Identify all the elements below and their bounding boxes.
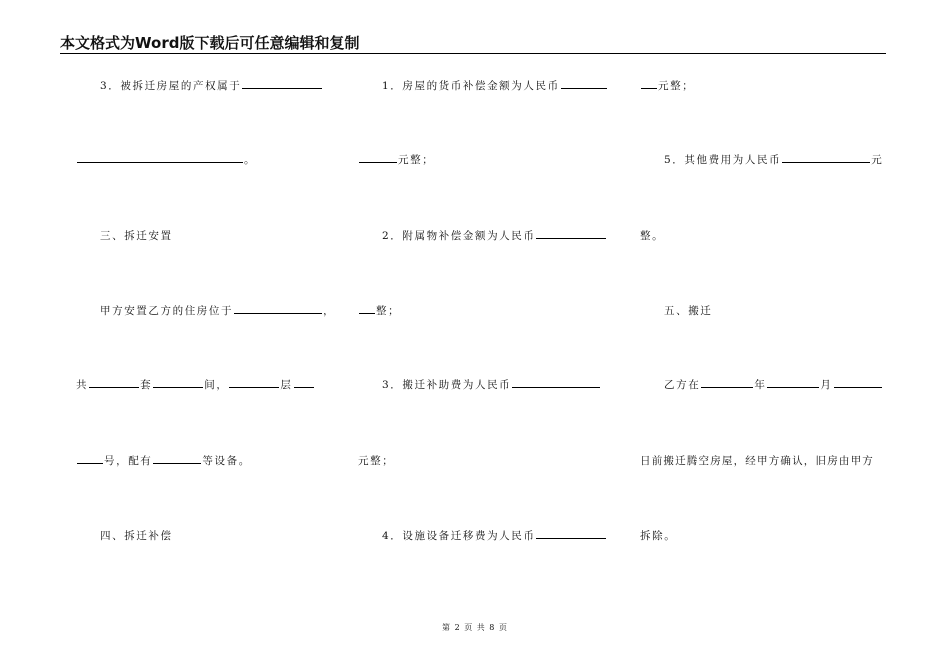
- text: 元整；: [398, 154, 435, 166]
- blank-line: [767, 378, 819, 388]
- blank-line: [242, 79, 322, 89]
- blank-line: [153, 378, 203, 388]
- col3-line-5: [664, 378, 883, 392]
- col3-line-6: [640, 454, 874, 468]
- text: 2．附属物补偿金额为人民币: [382, 230, 536, 242]
- col3-line-3: [640, 229, 664, 243]
- blank-line: [229, 378, 279, 388]
- text: 元: [871, 154, 884, 166]
- text: 3．搬迁补助费为人民币: [382, 379, 512, 391]
- col1-line-5: [76, 378, 315, 392]
- col2-line-4: [358, 304, 400, 318]
- text: 号，配有: [104, 455, 153, 467]
- text: 甲方安置乙方的住房位于: [100, 305, 234, 317]
- text: 3．被拆迁房屋的产权属于: [100, 80, 242, 92]
- text: 1．房屋的货币补偿金额为人民币: [382, 80, 560, 92]
- text: 乙方在: [664, 379, 701, 391]
- blank-line: [77, 153, 243, 163]
- blank-line: [641, 79, 657, 89]
- blank-line: [153, 454, 201, 464]
- text: 三、拆迁安置: [100, 230, 173, 242]
- blank-line: [294, 378, 314, 388]
- blank-line: [359, 153, 397, 163]
- text: 年: [754, 379, 767, 391]
- blank-line: [536, 229, 606, 239]
- col1-line-1: [100, 79, 323, 93]
- col3-line-7: [640, 529, 676, 543]
- blank-line: [512, 378, 600, 388]
- text: 。: [244, 154, 257, 166]
- col2-line-7: [382, 529, 607, 543]
- blank-line: [234, 304, 322, 314]
- col1-heading-compensation: [100, 529, 173, 543]
- text: 元整；: [658, 80, 695, 92]
- text: 五、搬迁: [664, 305, 713, 317]
- text: 套: [140, 379, 153, 391]
- text: 拆除。: [640, 530, 677, 542]
- blank-line: [561, 79, 607, 89]
- col2-line-6: [358, 454, 394, 468]
- col3-line-1: [640, 79, 694, 93]
- header-divider: [60, 53, 886, 54]
- col1-heading-relocation: [100, 229, 173, 243]
- blank-line: [782, 153, 870, 163]
- text: 整。: [640, 230, 665, 242]
- col2-line-5: [382, 378, 601, 392]
- page-number-footer: 第 2 页 共 8 页: [442, 623, 508, 632]
- text: 日前搬迁腾空房屋，经甲方确认，旧房由甲方: [640, 455, 874, 467]
- col2-line-3: [382, 229, 607, 243]
- blank-line: [359, 304, 375, 314]
- text: 元整；: [358, 455, 395, 467]
- text: 等设备。: [202, 455, 251, 467]
- text: 间，: [204, 379, 229, 391]
- text: ，: [323, 305, 336, 317]
- col3-heading-moving: [664, 304, 712, 318]
- text: 四、拆迁补偿: [100, 530, 173, 542]
- col1-line-4: [100, 304, 335, 318]
- col2-line-2: [358, 153, 434, 167]
- blank-line: [701, 378, 753, 388]
- text: 5．其他费用为人民币: [664, 154, 782, 166]
- text: 层: [280, 379, 293, 391]
- col1-line-6: [76, 454, 251, 468]
- text: 4．设施设备迁移费为人民币: [382, 530, 536, 542]
- blank-line: [536, 529, 606, 539]
- col3-line-2: [664, 153, 883, 167]
- text: 月: [820, 379, 833, 391]
- col1-line-2: [76, 153, 256, 167]
- blank-line: [834, 378, 882, 388]
- text: 共: [76, 379, 89, 391]
- document-header-title: 本文格式为Word版下载后可任意编辑和复制: [60, 34, 360, 52]
- blank-line: [89, 378, 139, 388]
- text: 整；: [376, 305, 401, 317]
- blank-line: [77, 454, 103, 464]
- col2-line-1: [382, 79, 608, 93]
